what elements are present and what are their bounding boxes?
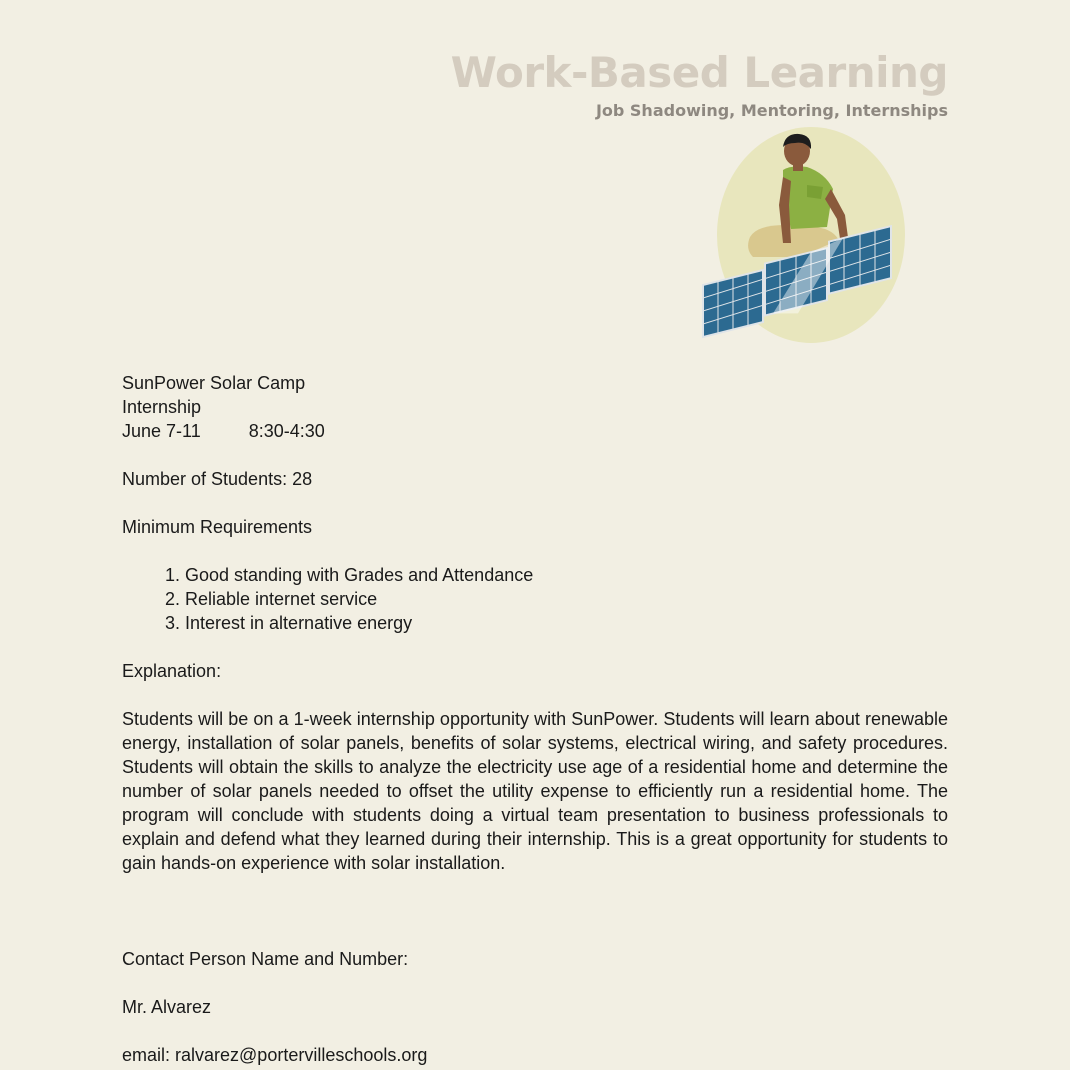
list-item: 3. Interest in alternative energy — [185, 611, 948, 635]
document-body — [122, 371, 948, 1067]
list-item: 1. Good standing with Grades and Attendance — [185, 563, 948, 587]
student-count: Number of Students: 28 — [122, 469, 313, 489]
event-name: SunPower Solar Camp — [122, 373, 306, 393]
event-time: 8:30-4:30 — [248, 421, 325, 441]
requirements-list — [122, 563, 948, 635]
contact-name: Mr. Alvarez — [122, 997, 212, 1017]
explanation-heading: Explanation: — [122, 661, 222, 681]
explanation-text: Students will be on a 1-week internship opportunity with SunPower. Students will learn about renewable energy, installation of solar panels, benefits of solar systems, electrical wiring, and safety procedures. Students will obtain the skills to analyze the electricity use age of a residential home and determine the number of solar panels needed to offset the utility expense to efficiently run a residential home. The program will conclude with students doing a virtual team presentation to business professionals to explain and defend what they learned during their internship. This is a great opportunity for students to gain hands-on experience with solar installation. — [122, 709, 948, 873]
solar-installer-illustration — [695, 125, 930, 350]
event-type: Internship — [122, 397, 202, 417]
list-item: 2. Reliable internet service — [185, 587, 948, 611]
header-title: Work-Based Learning — [450, 48, 948, 97]
contact-email: email: ralvarez@portervilleschools.org — [122, 1045, 428, 1065]
event-dates: June 7-11 — [122, 421, 201, 441]
requirements-heading: Minimum Requirements — [122, 517, 313, 537]
header-subtitle: Job Shadowing, Mentoring, Internships — [595, 101, 948, 120]
event-schedule — [122, 419, 948, 443]
contact-heading: Contact Person Name and Number: — [122, 949, 409, 969]
